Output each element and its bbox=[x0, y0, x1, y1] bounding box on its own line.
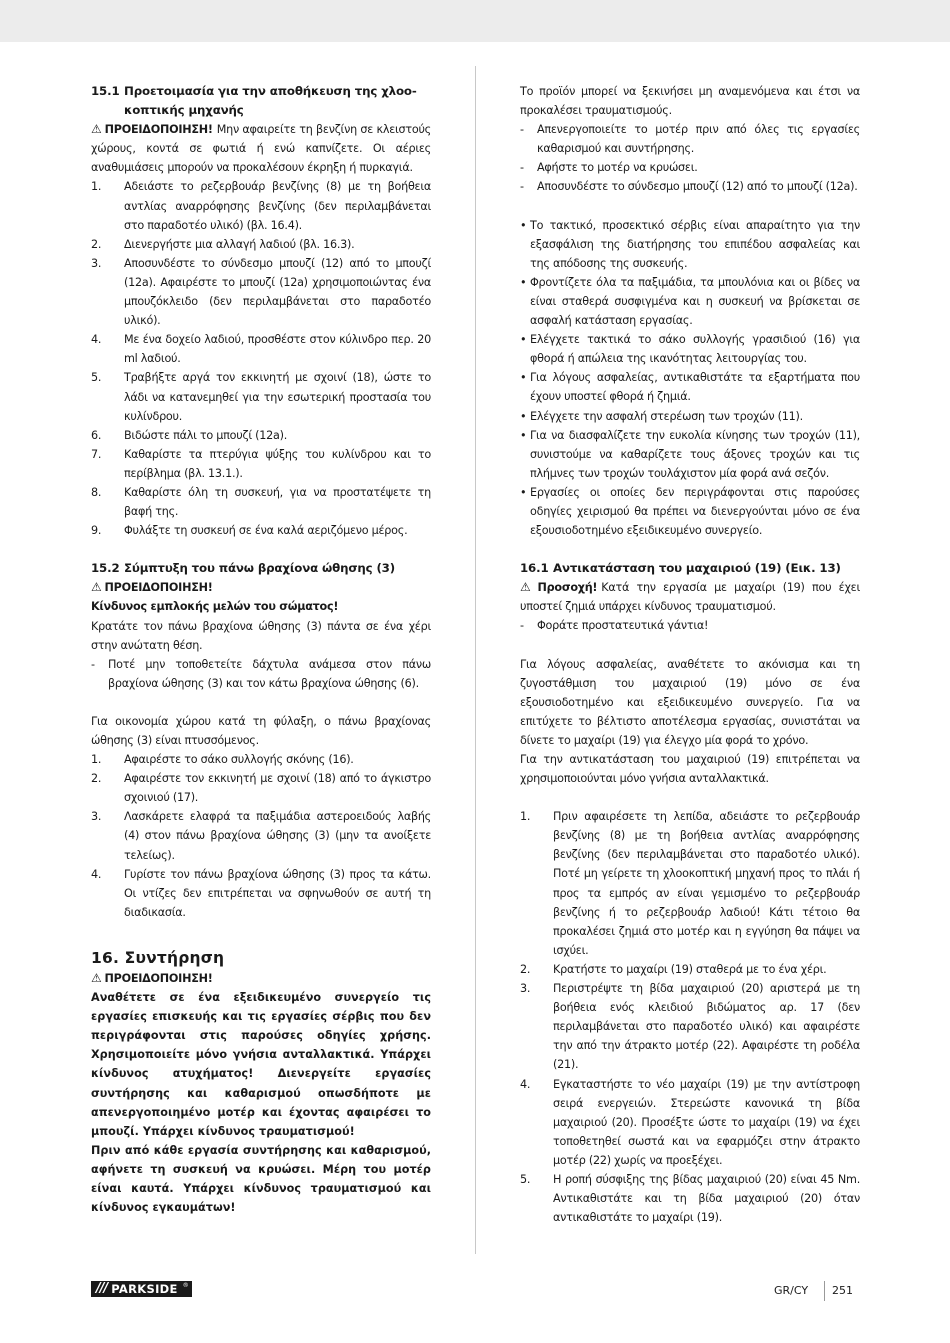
logo-brand: PARKSIDE bbox=[111, 1282, 178, 1296]
list-item-text: Εργασίες οι οποίες δεν περιγράφονται στις παρούσες οδηγίες χειρισμού θα πρέπει να διενεργούνται μόνο σε ένα εξουσιοδοτημένο εξειδικευμένο συνεργείο. bbox=[530, 485, 860, 538]
step-text: Λασκάρετε ελαφρά τα παξιμάδια αστεροειδούς λαβής (4) στον πάνω βραχίονα ώθησης (3) (μην τα ανοίξετε τελείως). bbox=[124, 810, 431, 862]
warning-label: ΠΡΟΕΙΔΟΠΟΙΗΣΗ! bbox=[104, 123, 213, 137]
list-item bbox=[91, 769, 431, 807]
attention-label: Προσοχή! bbox=[537, 581, 598, 595]
list-item-text: Για λόγους ασφαλείας, αντικαθιστάτε τα εξαρτήματα που έχουν υποστεί φθορά ή ζημιά. bbox=[530, 371, 860, 404]
warning-triangle-icon: ⚠ bbox=[91, 580, 102, 595]
heading-number: 15.1 bbox=[91, 84, 120, 98]
list-item bbox=[91, 750, 431, 769]
danger-text: Κίνδυνος εμπλοκής μελών του σώματος! bbox=[91, 600, 339, 614]
step-number: 1. bbox=[91, 753, 102, 767]
list-item-text: Για να διασφαλίζετε την ευκολία κίνησης των τροχών (11), συνιστούμε να καθαρίζετε τους άξονες τροχών και τις πλήμνες των τροχών τουλάχιστον μία φορά ανά σεζόν. bbox=[530, 428, 860, 480]
list-item bbox=[520, 807, 860, 960]
warning-heading bbox=[91, 578, 431, 597]
step-number: 6. bbox=[91, 428, 102, 442]
heading-15-2 bbox=[91, 559, 431, 578]
step-number: 9. bbox=[91, 524, 102, 538]
bullet-marker: • bbox=[520, 275, 527, 289]
list-item bbox=[91, 865, 431, 922]
bullet-list bbox=[520, 216, 860, 541]
warning-text: Μην αφαιρείτε τη βενζίνη σε κλειστούς χώρους, κοντά σε φωτιά ή ενώ καπνίζετε. Οι αέριες αναθυμιάσεις μπορούν να προκαλέσουν έκρηξη ή πυρκαγιά. bbox=[91, 123, 431, 175]
attention-paragraph bbox=[520, 578, 860, 616]
warning-heading bbox=[91, 969, 431, 988]
list-item bbox=[520, 1075, 860, 1170]
list-item bbox=[91, 807, 431, 864]
dash-list bbox=[520, 616, 860, 635]
step-number: 5. bbox=[91, 371, 102, 385]
step-number: 3. bbox=[91, 256, 102, 270]
step-number: 7. bbox=[91, 447, 102, 461]
bullet-marker: • bbox=[520, 485, 527, 499]
list-item-text: Ποτέ μην τοποθετείτε δάχτυλα ανάμεσα στον πάνω βραχίονα ώθησης (3) και τον κάτω βραχίονα ώθησης (6). bbox=[108, 657, 431, 690]
list-item-text: Το τακτικό, προσεκτικό σέρβις είναι απαραίτητο για την εξασφάλιση της διατήρησης του επιπέδου ασφαλείας και της απόδοσης της συσκευής. bbox=[530, 218, 860, 270]
heading-15-1 bbox=[91, 82, 431, 120]
list-item-text: Ελέγχετε την ασφαλή στερέωση των τροχών (11). bbox=[530, 409, 803, 423]
step-text: Καθαρίστε τα πτερύγια ψύξης του κυλίνδρου και το περίβλημα (βλ. 13.1.). bbox=[124, 447, 431, 480]
list-item bbox=[91, 521, 431, 540]
step-text: Καθαρίστε όλη τη συσκευή, για να προστατέψετε τη βαφή της. bbox=[124, 485, 431, 519]
dash-marker: - bbox=[520, 123, 524, 137]
step-number: 3. bbox=[520, 982, 531, 996]
heading-title-line1: Προετοιμασία για την αποθήκευση της χλοο- bbox=[124, 84, 417, 98]
warning-triangle-icon: ⚠ bbox=[91, 970, 102, 985]
bullet-marker: • bbox=[520, 333, 527, 347]
paragraph: Κρατάτε τον πάνω βραχίονα ώθησης (3) πάντα σε ένα χέρι στην ανώτατη θέση. bbox=[91, 619, 431, 652]
page-number: 251 bbox=[832, 1284, 853, 1297]
step-number: 4. bbox=[91, 867, 102, 881]
fold-steps-list bbox=[91, 750, 431, 922]
step-number: 2. bbox=[520, 962, 531, 976]
list-item-text: Απενεργοποιείτε το μοτέρ πριν από όλες τις εργασίες καθαρισμού και συντήρησης. bbox=[537, 123, 860, 156]
blade-steps-list bbox=[520, 807, 860, 1227]
paragraph: Για την αντικατάσταση του μαχαιριού (19) επιτρέπεται να χρησιμοποιούνται μόνο γνήσια ανταλλακτικά. bbox=[520, 753, 860, 786]
step-text: Τραβήξτε αργά τον εκκινητή με σχοινί (18), ώστε το λάδι να κατανεμηθεί για την εσωτερική προστασία του κυλίνδρου. bbox=[124, 371, 431, 423]
warning-label: ΠΡΟΕΙΔΟΠΟΙΗΣΗ! bbox=[104, 971, 213, 985]
heading-number: 16.1 bbox=[520, 561, 549, 576]
list-item bbox=[91, 445, 431, 483]
dash-marker: - bbox=[520, 619, 524, 633]
paragraph: Το προϊόν μπορεί να ξεκινήσει μη αναμενόμενα και έτσι να προκαλέσει τραυματισμούς. bbox=[520, 85, 860, 118]
page-footer bbox=[760, 1281, 860, 1301]
list-item bbox=[520, 368, 860, 406]
list-item bbox=[91, 426, 431, 445]
step-number: 8. bbox=[91, 485, 102, 499]
list-item-text: Ελέγχετε τακτικά το σάκο συλλογής γρασιδιού (16) για φθορά ή απώλεια της ικανότητας λειτουργίας του. bbox=[530, 333, 860, 366]
step-number: 1. bbox=[91, 180, 102, 194]
bullet-marker: • bbox=[520, 409, 527, 423]
list-item bbox=[520, 426, 860, 483]
list-item bbox=[91, 368, 431, 425]
step-text: Εγκαταστήστε το νέο μαχαίρι (19) με την αντίστροφη σειρά ενεργειών. Στερεώστε κανονικά τη βίδα μαχαιριού (20). Προσέξτε ώστε το μαχαίρι (19) να έχει τοποθετηθεί σωστά και να εφαρμόζει στην άτρακτο μοτέρ (22) χωρίς να προεξέχει. bbox=[553, 1077, 860, 1167]
list-item bbox=[520, 330, 860, 368]
list-item bbox=[520, 407, 860, 426]
list-item bbox=[91, 483, 431, 521]
bullet-marker: • bbox=[520, 371, 527, 385]
paragraph: Για οικονομία χώρου κατά τη φύλαξη, ο πάνω βραχίονας ώθησης (3) είναι πτυσσόμενος. bbox=[91, 714, 431, 747]
step-number: 2. bbox=[91, 772, 102, 786]
list-item bbox=[91, 655, 431, 693]
language-code: GR/CY bbox=[774, 1284, 809, 1297]
step-text: Πριν αφαιρέσετε τη λεπίδα, αδειάστε το ρεζερβουάρ βενζίνης (8) με τη βοήθεια αντλίας αναρρόφησης βενζίνης (δεν περιλαμβάνεται στο παραδοτέο υλικό). Ποτέ μη γείρετε τη χλοοκοπτική μηχανή προς το πλάι ή προς τα εμπρός αν είναι γεμισμένο το ρεζερβουάρ βενζίνης ή το ρεζερβουάρ λαδιού! Κάτι τέτοιο θα προκαλέσει ζημιά στο μοτέρ και η εγγύηση θα πάψει να ισχύει. bbox=[553, 810, 860, 957]
list-item bbox=[520, 177, 860, 196]
list-item bbox=[520, 120, 860, 158]
dash-marker: - bbox=[520, 161, 524, 175]
list-item bbox=[520, 483, 860, 540]
step-text: Αφαιρέστε τον εκκινητή με σχοινί (18) από το άγκιστρο σχοινιού (17). bbox=[124, 772, 431, 805]
bullet-marker: • bbox=[520, 218, 527, 232]
heading-number: 15.2 bbox=[91, 561, 120, 576]
list-item-text: Φροντίζετε όλα τα παξιμάδια, τα μπουλόνια και οι βίδες να είναι σταθερά συσφιγμένα και η συσκευή να βρίσκεται σε ασφαλή κατάσταση εργασίας. bbox=[530, 275, 860, 328]
step-text: Περιστρέψτε τη βίδα μαχαιριού (20) αριστερά με τη βοήθεια ενός κλειδιού βιδώματος αρ. 17 (δεν περιλαμβάνεται στο παραδοτέο υλικό) και αφαιρέστε την από την άτρακτο μοτέρ (22). Αφαιρέστε τη ροδέλα (21). bbox=[553, 982, 860, 1072]
bullet-marker: • bbox=[520, 428, 527, 442]
step-text: Αφαιρέστε το σάκο συλλογής σκόνης (16). bbox=[124, 753, 354, 767]
left-column bbox=[91, 82, 431, 1217]
warning-triangle-icon: ⚠ bbox=[520, 580, 535, 595]
heading-16: 16. Συντήρηση bbox=[91, 948, 225, 967]
list-item bbox=[91, 177, 431, 234]
warning-label: ΠΡΟΕΙΔΟΠΟΙΗΣΗ! bbox=[104, 581, 213, 595]
heading-16-1 bbox=[520, 559, 860, 578]
list-item-text: Αφήστε το μοτέρ να κρυώσει. bbox=[537, 161, 698, 175]
step-number: 1. bbox=[520, 810, 531, 824]
heading-title-line2: κοπτικής μηχανής bbox=[124, 103, 244, 118]
list-item bbox=[520, 158, 860, 177]
step-text: Βιδώστε πάλι το μπουζί (12a). bbox=[124, 428, 288, 442]
list-item bbox=[520, 616, 860, 635]
step-number: 4. bbox=[91, 333, 102, 347]
step-number: 5. bbox=[520, 1172, 531, 1186]
bold-paragraph: Πριν από κάθε εργασία συντήρησης και καθαρισμού, αφήνετε τη συσκευή να κρυώσει. Μέρη του μοτέρ είναι καυτά. Υπάρχει κίνδυνος τραυματισμού και κίνδυνος εγκαυμάτων! bbox=[91, 1143, 431, 1215]
dash-marker: - bbox=[91, 657, 95, 671]
step-number: 3. bbox=[91, 810, 102, 824]
warning-triangle-icon: ⚠ bbox=[91, 122, 102, 137]
step-number: 4. bbox=[520, 1077, 531, 1091]
footer-divider bbox=[824, 1281, 825, 1301]
top-bar bbox=[0, 0, 950, 42]
list-item bbox=[520, 1170, 860, 1227]
column-divider bbox=[475, 66, 476, 1254]
dash-list bbox=[91, 655, 431, 693]
attention-text: Κατά την εργασία με μαχαίρι (19) που έχει υποστεί ζημιά υπάρχει κίνδυνος τραυματισμού. bbox=[520, 581, 860, 614]
dash-list bbox=[520, 120, 860, 196]
logo-registered-mark: ® bbox=[182, 1281, 189, 1289]
step-text: Γυρίστε τον πάνω βραχίονα ώθησης (3) προς τα κάτω. Οι ντίζες δεν επιτρέπεται να σφηνωθούν σε αυτή τη διαδικασία. bbox=[124, 867, 431, 919]
step-text: Αδειάστε το ρεζερβουάρ βενζίνης (8) με τη βοήθεια αντλίας αναρρόφησης βενζίνης (δεν περιλαμβάνεται στο παραδοτέο υλικό) (βλ. 16.4). bbox=[124, 180, 431, 232]
heading-title: Αντικατάσταση του μαχαιριού (19) (Εικ. 13) bbox=[553, 561, 841, 576]
list-item bbox=[520, 960, 860, 979]
bold-paragraph: Αναθέτετε σε ένα εξειδικευμένο συνεργείο τις εργασίες επισκευής και τις εργασίες σέρβις που δεν περιγράφονται στις παρούσες οδηγίες χρήσης. Χρησιμοποιείτε μόνο γνήσια ανταλλακτικά. Υπάρχει κίνδυνος ατυχήματος! Διενεργείτε εργασίες συντήρησης και καθαρισμού οπωσδήποτε με απενεργοποιημένο μοτέρ και έχοντας αφαιρέσει το μπουζί. Υπάρχει κίνδυνος τραυματισμού! bbox=[91, 991, 431, 1138]
step-text: Κρατήστε το μαχαίρι (19) σταθερά με το ένα χέρι. bbox=[553, 962, 827, 976]
paragraph: Για λόγους ασφαλείας, αναθέτετε το ακόνισμα και τη ζυγοστάθμιση του μαχαιριού (19) μόνο σε ένα εξουσιοδοτημένο και εξειδικευμένο συνεργείο. Για να επιτύχετε το βέλτιστο αποτέλεσμα εργασίας, συνιστάται να δίνετε το μαχαίρι (19) για έλεγχο μία φορά το χρόνο. bbox=[520, 657, 860, 747]
list-item-text: Φοράτε προστατευτικά γάντια! bbox=[537, 619, 709, 633]
list-item bbox=[520, 216, 860, 273]
list-item bbox=[520, 273, 860, 330]
list-item bbox=[520, 979, 860, 1074]
warning-paragraph bbox=[91, 120, 431, 177]
storage-steps-list bbox=[91, 177, 431, 540]
step-text: Με ένα δοχείο λαδιού, προσθέστε στον κύλινδρο περ. 20 ml λαδιού. bbox=[124, 333, 431, 366]
list-item bbox=[91, 330, 431, 368]
parkside-logo bbox=[91, 1281, 192, 1297]
list-item bbox=[91, 254, 431, 330]
right-column bbox=[520, 82, 860, 1227]
step-text: Διενεργήστε μια αλλαγή λαδιού (βλ. 16.3). bbox=[124, 237, 355, 251]
logo-slashes: /// bbox=[96, 1281, 108, 1296]
step-number: 2. bbox=[91, 237, 102, 251]
step-text: Αποσυνδέστε το σύνδεσμο μπουζί (12) από το μπουζί (12a). Αφαιρέστε το μπουζί (12a) χρησιμοποιώντας ένα μπουζόκλειδο (δεν περιλαμβάνεται στο παραδοτέο υλικό). bbox=[124, 256, 431, 328]
step-text: Φυλάξτε τη συσκευή σε ένα καλά αεριζόμενο μέρος. bbox=[124, 524, 408, 538]
step-text: Η ροπή σύσφιξης της βίδας μαχαιριού (20) είναι 45 Nm. Αντικαθιστάτε και τη βίδα μαχαιριού (20) όταν αντικαθιστάτε το μαχαίρι (19). bbox=[553, 1172, 860, 1225]
heading-title: Σύμπτυξη του πάνω βραχίονα ώθησης (3) bbox=[124, 561, 395, 576]
dash-marker: - bbox=[520, 180, 524, 194]
list-item-text: Αποσυνδέστε το σύνδεσμο μπουζί (12) από το μπουζί (12a). bbox=[537, 180, 858, 194]
list-item bbox=[91, 235, 431, 254]
